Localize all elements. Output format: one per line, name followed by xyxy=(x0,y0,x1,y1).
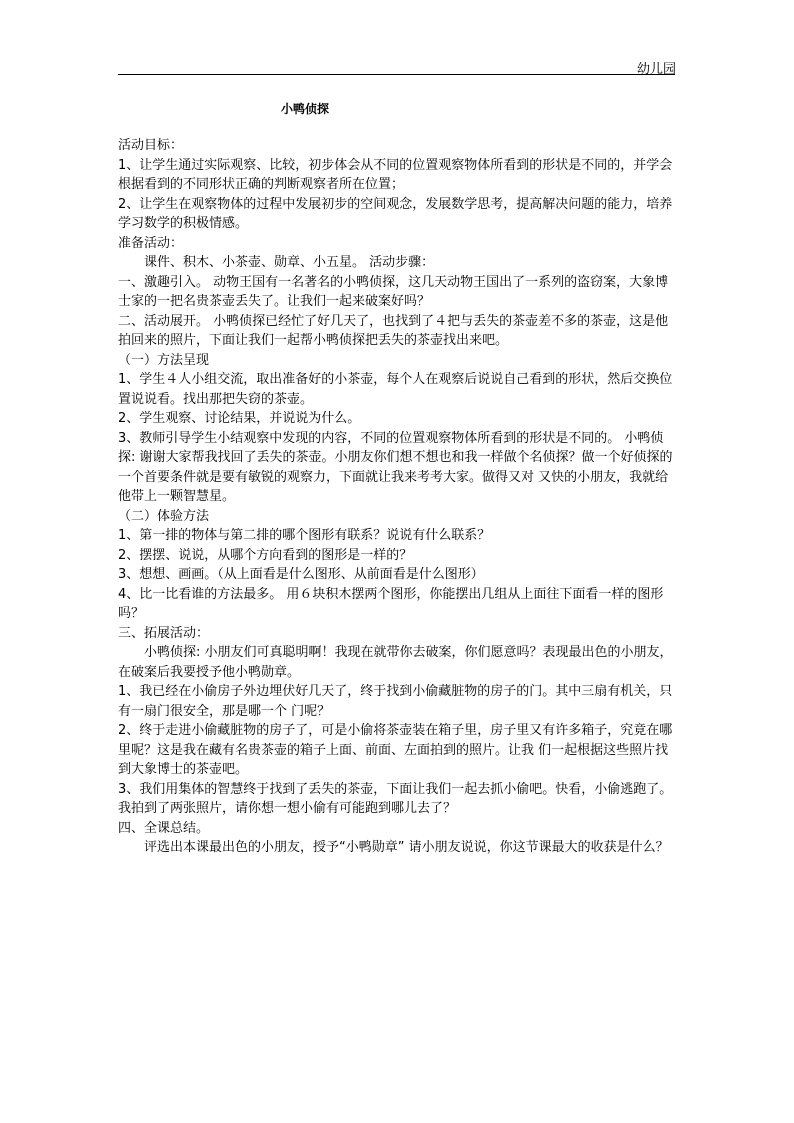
body-paragraph: 准备活动： xyxy=(118,235,184,251)
body-paragraph: 3、教师引导学生小结观察中发现的内容，不同的位置观察物体所看到的形状是不同的。 小鸭侦探: 谢谢大家帮我找回了丢失的茶壶。小朋友你们想不想也和我一样做个名侦探？做一个好侦探的一个首要条件就是要有敏锐的观察力，下面就让我来考考大家。做得又对 又快的小朋友，我就给他带上一颗智慧星。 xyxy=(118,430,673,504)
body-paragraph: 1、我已经在小偷房子外边埋伏好几天了，终于找到小偷藏脏物的房子的门。其中三扇有机关，只有一扇门很安全，那是哪一个 门呢？ xyxy=(118,684,673,719)
body-paragraph: 一、激趣引入。 动物王国有一名著名的小鸭侦探，这几天动物王国出了一系列的盗窃案，大象博士家的一把名贵茶壶丢失了。让我们一起来破案好吗？ xyxy=(118,274,669,309)
body-paragraph: 评选出本课最出色的小朋友，授予“小鸭勋章” 请小朋友说说，你这节课最大的收获是什么？ xyxy=(144,840,669,855)
body-paragraph: 1、让学生通过实际观察、比较，初步体会从不同的位置观察物体所看到的形状是不同的，并学会根据看到的不同形状正确的判断观察者所在位置； xyxy=(118,157,673,192)
body-paragraph: 2、让学生在观察物体的过程中发展初步的空间观念，发展数学思考，提高解决问题的能力，培养学习数学的积极情感。 xyxy=(118,196,673,231)
body-paragraph: 1、第一排的物体与第二排的哪个图形有联系？说说有什么联系？ xyxy=(118,528,491,543)
header-label: 幼儿园 xyxy=(637,62,677,77)
body-paragraph: 三、拓展活动： xyxy=(118,625,210,641)
body-paragraph: （二）体验方法 xyxy=(118,508,210,524)
header-rule xyxy=(118,74,675,75)
body-paragraph: 3、想想、画画。（从上面看是什么图形、从前面看是什么图形） xyxy=(118,567,484,582)
body-paragraph: 2、摆摆、说说，从哪个方向看到的图形是一样的？ xyxy=(118,547,413,563)
body-paragraph: 小鸭侦探: 小朋友们可真聪明啊！我现在就带你去破案，你们愿意吗？表现最出色的小朋友，在破案后我要授予他小鸭勋章。 xyxy=(118,645,673,680)
body-paragraph: 2、终于走进小偷藏脏物的房子了，可是小偷将茶壶装在箱子里，房子里又有许多箱子，究竟在哪里呢？这是我在藏有名贵茶壶的箱子上面、前面、左面拍到的照片。让我 们一起根据这些照片找到大象博士的茶壶吧。 xyxy=(118,723,673,777)
body-paragraph: 活动目标： xyxy=(118,138,184,153)
body-paragraph: 二、活动展开。 小鸭侦探已经忙了好几天了，也找到了４把与丢失的茶壶差不多的茶壶，这是他拍回来的照片，下面让我们一起帮小鸭侦探把丢失的茶壶找出来吧。 xyxy=(118,313,669,348)
body-paragraph: 4、比一比看谁的方法最多。 用６块积木摆两个图形，你能摆出几组从上面往下面看一样的图形吗？ xyxy=(118,586,664,621)
body-paragraph: 课件、积木、小茶壶、勋章、小五星。 活动步骤： xyxy=(144,255,435,270)
document-body xyxy=(118,136,678,858)
body-paragraph: （一）方法呈现 xyxy=(118,352,210,368)
document-title: 小鸭侦探 xyxy=(281,102,330,116)
body-paragraph: 1、学生４人小组交流，取出准备好的小茶壶，每个人在观察后说说自己看到的形状，然后交换位置说说看。找出那把失窃的茶壶。 xyxy=(118,372,673,407)
body-paragraph: 四、全课总结。 xyxy=(118,820,210,836)
body-paragraph: 3、我们用集体的智慧终于找到了丢失的茶壶，下面让我们一起去抓小偷吧。快看，小偷逃跑了。我拍到了两张照片，请你想一想小偷有可能跑到哪儿去了？ xyxy=(118,781,673,816)
body-paragraph: 2、学生观察、讨论结果，并说说为什么。 xyxy=(118,411,361,426)
